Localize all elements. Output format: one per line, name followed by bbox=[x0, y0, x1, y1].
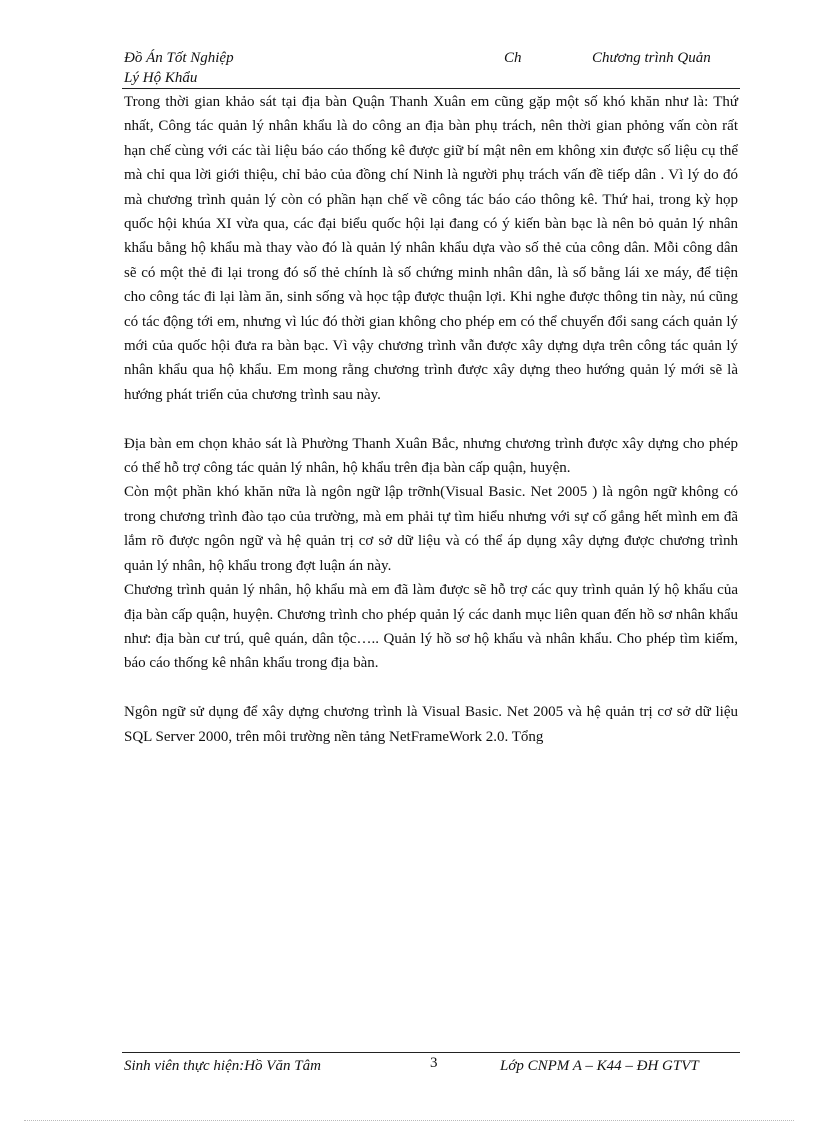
header-program-name: Chương trình Quản bbox=[592, 50, 711, 66]
header-title-continued: Lý Hộ Khẩu bbox=[124, 70, 198, 86]
page-edge-divider bbox=[24, 1120, 794, 1121]
header-rule bbox=[122, 88, 740, 89]
paragraph: Chương trình quản lý nhân, hộ khẩu mà em đã làm được sẽ hỗ trợ các quy trình quản lý hộ khẩu của địa bàn cấp quận, huyện. Chương trình cho phép quản lý các danh mục liên quan đến hồ sơ nhân khẩu như: địa bàn cư trú, quê quán, dân tộc….. Quản lý hồ sơ hộ khẩu và nhân khẩu. Cho phép tìm kiếm, báo cáo thống kê nhân khẩu trong địa bàn. bbox=[124, 582, 738, 672]
paragraph: Địa bàn em chọn khảo sát là Phường Thanh Xuân Bắc, nhưng chương trình được xây dựng cho phép có thể hỗ trợ công tác quản lý nhân, hộ khẩu trên địa bàn cấp quận, huyện. bbox=[124, 435, 738, 477]
page-number: 3 bbox=[430, 1055, 438, 1071]
footer-author: Sinh viên thực hiện:Hồ Văn Tâm bbox=[124, 1058, 321, 1074]
paragraph-gap bbox=[124, 676, 738, 700]
footer-class: Lớp CNPM A – K44 – ĐH GTVT bbox=[500, 1058, 699, 1074]
header-fragment: Ch bbox=[504, 50, 522, 66]
paragraph-gap bbox=[124, 407, 738, 431]
paragraph: Trong thời gian khảo sát tại địa bàn Quận Thanh Xuân em cũng gặp một số khó khăn như là: Thứ nhất, Công tác quản lý nhân khẩu là do công an địa bàn phụ trách, nên thời gian phỏng vấn còn rất hạn chế cùng với các tài liệu báo cáo thống kê được giữ bí mật nên em không xin được số liệu cụ thể mà chỉ qua lời giới thiệu, chỉ bảo của đồng chí Ninh là người phụ trách vấn đề tiếp dân . Vì lý do đó mà chương trình quản lý còn có phần hạn chế về công tác báo cáo thông kê. Thứ hai, trong kỳ họp quốc hội khúa XI vừa qua, các đại biểu quốc hội lại đang có ý kiến bàn bạc là nên bỏ quản lý nhân khẩu bằng hộ khẩu mà thay vào đó là quản lý nhân khẩu dựa vào số thẻ của công dân. Mỗi công dân sẽ có một thẻ đi lại trong đó số thẻ chính là số chứng minh nhân dân, là số bằng lái xe máy, để tiện cho công tác đi lại làm ăn, sinh sống và học tập được thuận lợi. Khi nghe được thông tin này, nú cũng có tác động tới em, nhưng vì lúc đó thời gian không cho phép em có thể chuyển đổi sang cách quản lý mới của quốc hội đưa ra bàn bạc. Vì vậy chương trình vẫn được xây dựng dựa trên công tác quản lý nhân khẩu qua hộ khẩu. Em mong rằng chương trình được xây dựng theo hướng quản lý mới sẽ là hướng phát triển của chương trình sau này. bbox=[124, 94, 738, 403]
document-body bbox=[124, 90, 738, 749]
paragraph: Ngôn ngữ sử dụng để xây dựng chương trình là Visual Basic. Net 2005 và hệ quản trị cơ sở dữ liệu SQL Server 2000, trên môi trường nền tảng NetFrameWork 2.0. Tổng bbox=[124, 704, 738, 745]
header-title: Đồ Án Tốt Nghiệp bbox=[124, 50, 234, 66]
paragraph: Còn một phần khó khăn nữa là ngôn ngữ lập trỡnh(Visual Basic. Net 2005 ) là ngôn ngữ không có trong chương trình đào tạo của trường, mà em phải tự tìm hiểu nhưng với sự cố gắng hết mình em đã lắm rõ được ngôn ngữ và hệ quản trị cơ sở dữ liệu và có thể áp dụng xây dựng được chương trình quản lý nhân, hộ khẩu trong đợt luận án này. bbox=[124, 484, 738, 574]
